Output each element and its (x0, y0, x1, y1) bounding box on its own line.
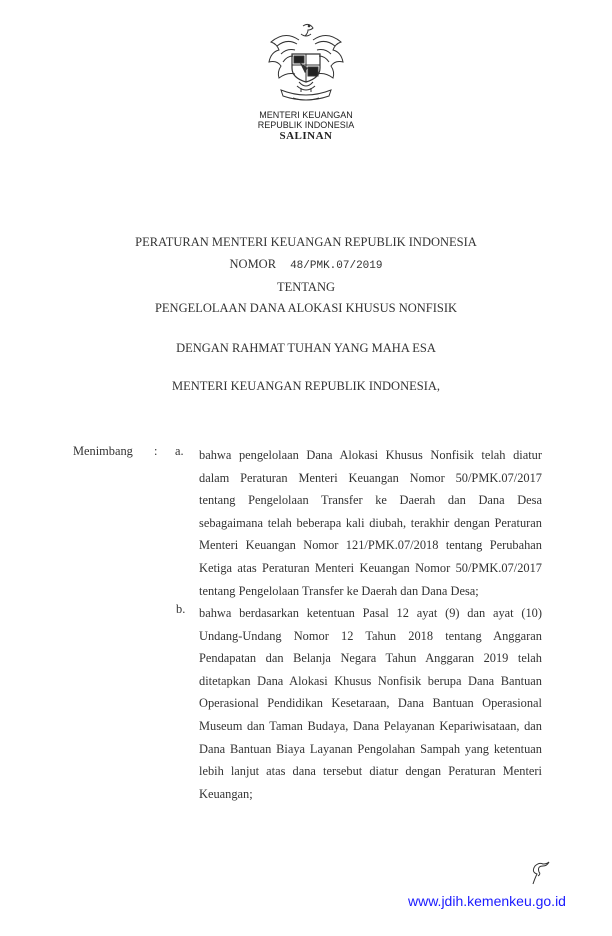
preamble: DENGAN RAHMAT TUHAN YANG MAHA ESA (176, 341, 436, 355)
paraf-signature-icon (525, 858, 555, 888)
letterhead-line-1: MENTERI KEUANGAN (259, 110, 353, 120)
garuda-emblem-icon (263, 20, 349, 108)
ministry-letterhead (230, 110, 382, 142)
item-marker: b. (176, 602, 186, 616)
item-text: bahwa pengelolaan Dana Alokasi Khusus Nonfisik telah diatur dalam Peraturan Menteri Keuangan Nomor 50/PMK.07/2017 tentang Pengelolaan Transfer ke Daerah dan Dana Desa sebagaimana telah beberapa kali diubah, terakhir dengan Peraturan Menteri Keuangan Nomor 121/PMK.07/2018 tentang Perubahan Ketiga atas Peraturan Menteri Keuangan Nomor 50/PMK.07/2017 tentang Pengelolaan Transfer ke Daerah dan Dana Desa; (199, 448, 542, 598)
item-text: bahwa berdasarkan ketentuan Pasal 12 ayat (9) dan ayat (10) Undang-Undang Nomor 12 Tahun 2018 tentang Anggaran Pendapatan dan Belanja Negara Tahun Anggaran 2019 telah ditetapkan Dana Alokasi Khusus Nonfisik berupa Dana Bantuan Operasional Pendidikan Kesetaraan, Dana Bantuan Operasional Museum dan Taman Budaya, Dana Pelayanan Kepariwisataan, dan Dana Bantuan Biaya Layanan Pengolahan Sampah yang ketentuan lebih lanjut atas dana tersebut diatur dengan Peraturan Menteri Keuangan; (199, 606, 542, 801)
issuing-authority: MENTERI KEUANGAN REPUBLIK INDONESIA, (171, 379, 441, 393)
regulation-number (0, 257, 612, 272)
nomor-label: NOMOR (229, 257, 277, 271)
letterhead-line-2: REPUBLIK INDONESIA (257, 120, 355, 130)
copy-stamp: SALINAN (279, 130, 333, 142)
tentang-heading: TENTANG (276, 280, 335, 294)
item-marker: a. (175, 444, 184, 458)
regulation-title: PERATURAN MENTERI KEUANGAN REPUBLIK INDONESIA (135, 235, 477, 249)
nomor-value: 48/PMK.07/2019 (290, 260, 383, 272)
considerations-label: Menimbang (73, 444, 133, 458)
considerations-colon: : (154, 444, 158, 458)
regulation-subject: PENGELOLAAN DANA ALOKASI KHUSUS NONFISIK (154, 301, 458, 315)
jdih-website-link[interactable]: www.jdih.kemenkeu.go.id (408, 893, 566, 909)
